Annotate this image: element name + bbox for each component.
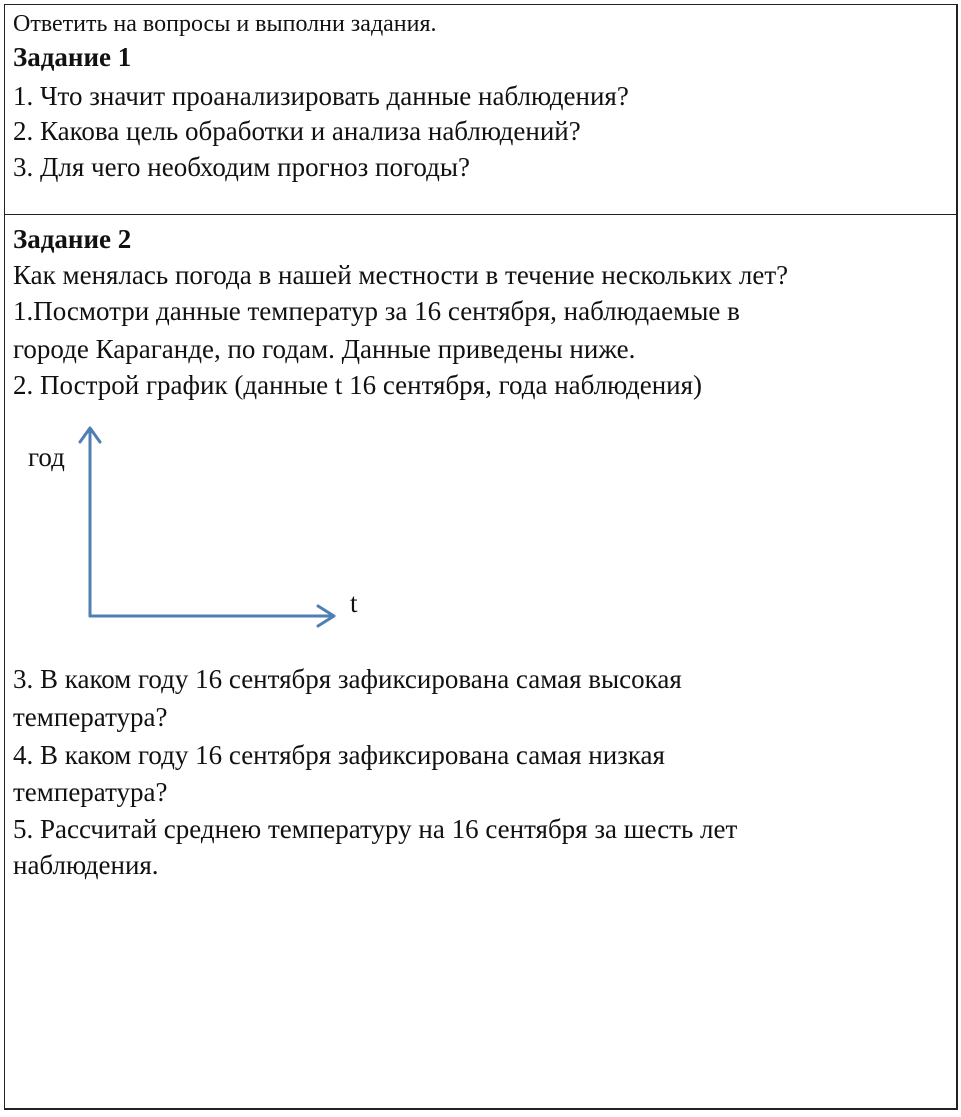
task2-step5-line2: наблюдения.	[13, 850, 159, 880]
task1-question-3: 3. Для чего необходим прогноз погоды?	[13, 152, 470, 182]
task1-heading: Задание 1	[13, 42, 132, 72]
graph-x-axis-label: t	[350, 588, 358, 618]
task1-question-2: 2. Какова цель обработки и анализа наблюдений?	[13, 116, 581, 146]
graph-y-axis-label: год	[28, 442, 65, 472]
task2-step2: 2. Построй график (данные t 16 сентября, года наблюдения)	[13, 370, 703, 400]
task2-heading: Задание 2	[13, 224, 132, 254]
task2-step1-line1: 1.Посмотри данные температур за 16 сентября, наблюдаемые в	[13, 296, 740, 326]
task2-step4-line2: температура?	[13, 777, 168, 807]
task2-step3-line2: температура?	[13, 702, 168, 732]
task2-step5-line1: 5. Рассчитай среднею температуру на 16 сентября за шесть лет	[13, 814, 738, 844]
task2-step4-line1: 4. В каком году 16 сентября зафиксирована самая низкая	[13, 740, 665, 770]
task2-question: Как менялась погода в нашей местности в течение нескольких лет?	[13, 260, 789, 290]
task2-step1-line2: городе Караганде, по годам. Данные приведены ниже.	[13, 334, 636, 364]
task2-step3-line1: 3. В каком году 16 сентября зафиксирована самая высокая	[13, 664, 682, 694]
task1-question-1: 1. Что значит проанализировать данные наблюдения?	[13, 81, 629, 111]
intro-text: Ответить на вопросы и выполни задания.	[13, 11, 437, 37]
